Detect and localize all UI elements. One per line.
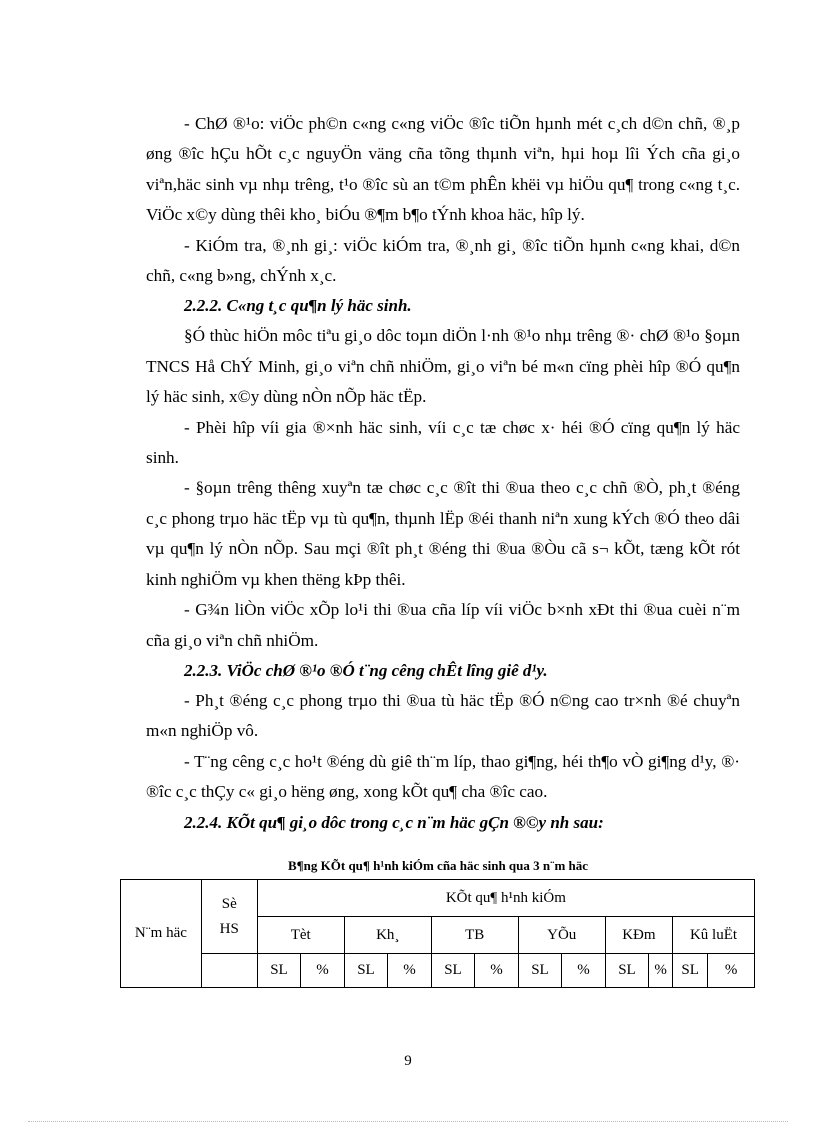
footer-divider xyxy=(28,1121,788,1122)
subheader-pct: % xyxy=(708,954,755,988)
subheader-pct: % xyxy=(649,954,673,988)
subheader-sl: SL xyxy=(344,954,388,988)
paragraph-phoi-hop: - Phèi hîp víi gia ®×nh häc sinh, víi c¸c tæ chøc x· héi ®Ó cïng qu¶n lý häc sinh. xyxy=(146,417,740,468)
paragraph-tang-cuong: - T¨ng cêng c¸c ho¹t ®éng dù giê th¨m líp, thao gi¶ng, héi th¶o vÒ gi¶ng d¹y, ®· ®îc c¸c thÇy c« gi¸o hëng øng, xong kÕt qu¶ cha ®îc cao. xyxy=(146,751,740,802)
subheader-blank xyxy=(201,954,257,988)
table-caption: B¶ng KÕt qu¶ h¹nh kiÓm cña häc sinh qua 3 n¨m häc xyxy=(287,858,589,873)
paragraph-doan-truong: - §oµn trêng thêng xuyªn tæ chøc c¸c ®ît thi ®ua theo c¸c chñ ®Ò, ph¸t ®éng c¸c phong trµo häc tËp vµ tù qu¶n, thµnh lËp ®éi thanh niªn xung kÝch ®Ó theo dâi vµ qu¶n lý nÒn nÕp. Sau mçi ®ît ph¸t ®éng thi ®ua ®Òu cã s¬ kÕt, tæng kÕt rót kinh nghiÖm vµ khen thëng kÞp thêi. xyxy=(146,478,740,589)
subheader-sl: SL xyxy=(431,954,475,988)
page-number: 9 xyxy=(404,1053,412,1069)
section-heading-2-2-3: 2.2.3. ViÖc chØ ®¹o ®Ó t¨ng cêng chÊt lîng giê d¹y. xyxy=(184,660,548,680)
subheader-sl: SL xyxy=(673,954,708,988)
conduct-results-table xyxy=(120,879,755,988)
paragraph-kiem-tra: - KiÓm tra, ®¸nh gi¸: viÖc kiÓm tra, ®¸nh gi¸ ®îc tiÕn hµnh c«ng khai, d©n chñ, c«ng b»ng, chÝnh x¸c. xyxy=(146,235,740,286)
subheader-sl: SL xyxy=(605,954,649,988)
table-subheader-row xyxy=(121,954,755,988)
header-count-line2: HS xyxy=(219,920,239,937)
category-ky-luat: Kû luËt xyxy=(673,917,755,954)
header-count-line1: Sè xyxy=(221,895,237,912)
section-heading-2-2-4: 2.2.4. KÕt qu¶ gi¸o dôc trong c¸c n¨m häc gÇn ®©y nh sau: xyxy=(184,812,604,832)
category-tb: TB xyxy=(431,917,518,954)
header-year: N¨m häc xyxy=(121,880,202,988)
header-count xyxy=(201,880,257,954)
category-kem: KÐm xyxy=(605,917,672,954)
body-text xyxy=(146,109,740,838)
table-header-row xyxy=(121,880,755,917)
category-yeu: YÕu xyxy=(518,917,605,954)
subheader-pct: % xyxy=(388,954,432,988)
subheader-pct: % xyxy=(301,954,345,988)
section-heading-2-2-2: 2.2.2. C«ng t¸c qu¶n lý häc sinh. xyxy=(184,296,412,316)
paragraph-phat-dong: - Ph¸t ®éng c¸c phong trµo thi ®ua tù häc tËp ®Ó n©ng cao tr×nh ®é chuyªn m«n nghiÖp vô. xyxy=(146,690,740,741)
paragraph-muc-tieu: §Ó thùc hiÖn môc tiªu gi¸o dôc toµn diÖn l·nh ®¹o nhµ trêng ®· chØ ®¹o §oµn TNCS Hå ChÝ Minh, gi¸o viªn chñ nhiÖm, gi¸o viªn bé m«n cïng phèi hîp ®Ó qu¶n lý häc sinh, x©y dùng nÒn nÕp häc tËp. xyxy=(146,326,740,407)
category-tot: Tèt xyxy=(257,917,344,954)
subheader-sl: SL xyxy=(518,954,562,988)
category-kha: Kh¸ xyxy=(344,917,431,954)
header-group: KÕt qu¶ h¹nh kiÓm xyxy=(257,880,754,917)
paragraph-gan-lien: - G¾n liÒn viÖc xÕp lo¹i thi ®ua cña líp víi viÖc b×nh xÐt thi ®ua cuèi n¨m cña gi¸o viªn chñ nhiÖm. xyxy=(146,600,740,650)
paragraph-chi-dao: - ChØ ®¹o: viÖc ph©n c«ng c«ng viÖc ®îc tiÕn hµnh mét c¸ch d©n chñ, ®¸p øng ®îc hÇu hÕt c¸c nguyÖn väng cña tõng thµnh viªn, hµi hoµ lîi Ých cña gi¸o viªn,häc sinh vµ nhµ trêng, t¹o ®îc sù an t©m phÊn khëi vµ hiÖu qu¶ trong c«ng t¸c. ViÖc x©y dùng thêi kho¸ biÓu ®¶m b¶o tÝnh khoa häc, hîp lý. xyxy=(146,114,740,225)
subheader-pct: % xyxy=(475,954,519,988)
subheader-pct: % xyxy=(562,954,606,988)
subheader-sl: SL xyxy=(257,954,301,988)
